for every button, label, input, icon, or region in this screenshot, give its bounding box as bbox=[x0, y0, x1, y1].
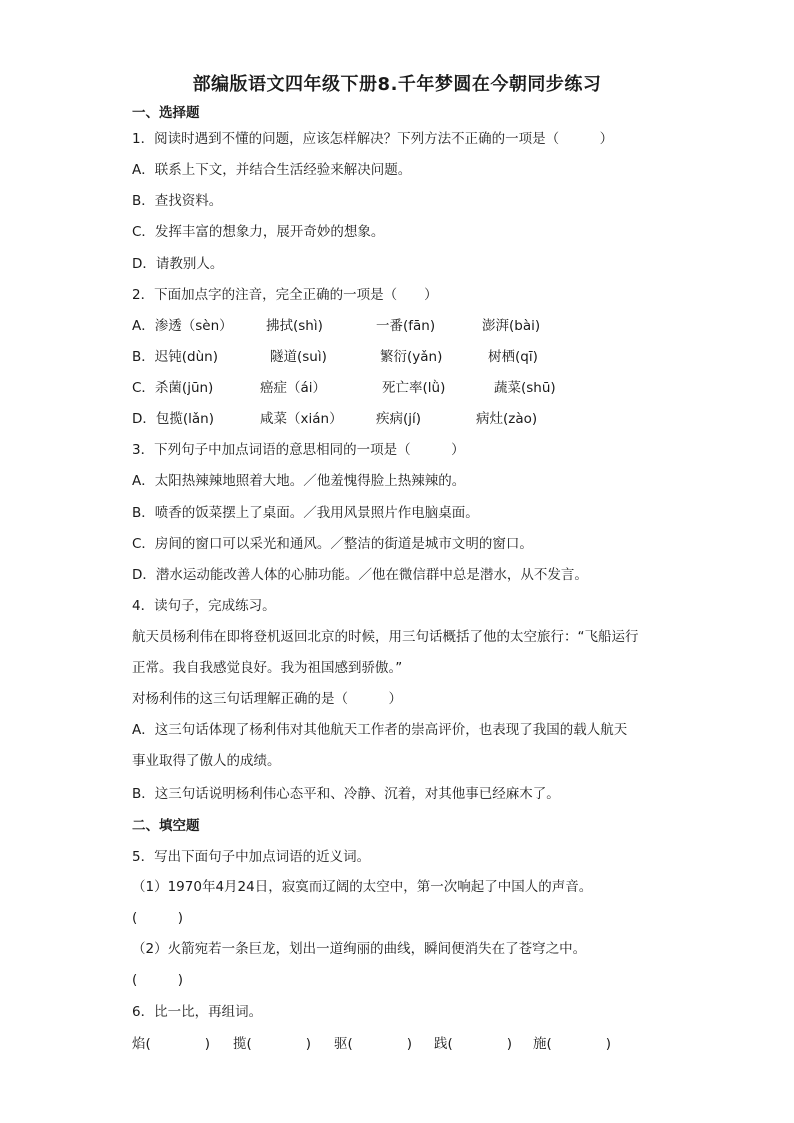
question-5-answer-blank-2: ( ) bbox=[132, 972, 184, 988]
question-5-sentence-1: （1）1970年4月24日，寂寞而辽阔的太空中，第一次响起了中国人的声音。 bbox=[132, 879, 593, 895]
question-3-option-d: D．潜水运动能改善人体的心肺功能。／他在微信群中总是潜水，从不发言。 bbox=[132, 567, 588, 583]
question-3-option-c: C．房间的窗口可以采光和通风。／整洁的街道是城市文明的窗口。 bbox=[132, 536, 533, 552]
question-2-row-c-item-3: 死亡率(lǜ) bbox=[382, 380, 446, 396]
question-6-item-1: 焰( ) bbox=[132, 1036, 211, 1052]
question-1-option-a: A．联系上下文，并结合生活经验来解决问题。 bbox=[132, 162, 412, 178]
question-2-row-c-item-4: 蔬菜(shū) bbox=[494, 380, 556, 396]
section-heading-choice: 一、选择题 bbox=[132, 105, 200, 121]
section-heading-fill: 二、填空题 bbox=[132, 818, 200, 834]
question-2-row-c-item-2: 癌症（ái） bbox=[260, 380, 327, 396]
question-2-row-b-item-2: 隧道(suì) bbox=[270, 349, 327, 365]
question-6-item-2: 揽( ) bbox=[233, 1036, 312, 1052]
page-title: 部编版语文四年级下册8.千年梦圆在今朝同步练习 bbox=[192, 74, 602, 95]
question-4-stem: 4．读句子，完成练习。 bbox=[132, 598, 276, 614]
question-4-option-a-line-1: A．这三句话体现了杨利伟对其他航天工作者的崇高评价，也表现了我国的载人航天 bbox=[132, 722, 628, 738]
question-6-item-3: 驱( ) bbox=[334, 1036, 413, 1052]
question-2-row-a-item-2: 拂拭(shì) bbox=[266, 318, 323, 334]
question-1-option-c: C．发挥丰富的想象力，展开奇妙的想象。 bbox=[132, 224, 385, 240]
question-2-row-d-item-3: 疾病(jí) bbox=[376, 411, 422, 427]
question-2-row-a-item-1: A．渗透（sèn） bbox=[132, 318, 233, 334]
question-4-passage-line-2: 正常。我自我感觉良好。我为祖国感到骄傲。” bbox=[132, 660, 403, 676]
question-4-option-a-line-2: 事业取得了傲人的成绩。 bbox=[132, 753, 281, 769]
question-6-stem: 6．比一比，再组词。 bbox=[132, 1004, 263, 1020]
question-1-stem: 1．阅读时遇到不懂的问题，应该怎样解决？下列方法不正确的一项是（ ） bbox=[132, 131, 614, 147]
question-2-row-d-item-2: 咸菜（xián） bbox=[260, 411, 343, 427]
question-2-row-c-item-1: C．杀菌(jūn) bbox=[132, 380, 214, 396]
question-1-option-b: B．查找资料。 bbox=[132, 193, 223, 209]
question-1-option-d: D．请教别人。 bbox=[132, 256, 224, 272]
question-2-row-d-item-4: 病灶(zào) bbox=[476, 411, 538, 427]
question-6-item-4: 践( ) bbox=[434, 1036, 513, 1052]
question-2-stem: 2．下面加点字的注音，完全正确的一项是（ ） bbox=[132, 287, 438, 303]
question-2-row-a-item-4: 澎湃(bài) bbox=[482, 318, 541, 334]
question-4-passage-line-1: 航天员杨利伟在即将登机返回北京的时候，用三句话概括了他的太空旅行：“飞船运行 bbox=[132, 629, 639, 645]
question-4-ask: 对杨利伟的这三句话理解正确的是（ ） bbox=[132, 691, 402, 707]
question-2-row-b-item-3: 繁衍(yǎn) bbox=[380, 349, 443, 365]
question-2-row-d-item-1: D．包揽(lǎn) bbox=[132, 411, 215, 427]
question-2-row-a-item-3: 一番(fān) bbox=[376, 318, 436, 334]
question-4-option-b: B．这三句话说明杨利伟心态平和、冷静、沉着，对其他事已经麻木了。 bbox=[132, 786, 560, 802]
question-3-option-a: A．太阳热辣辣地照着大地。／他羞愧得脸上热辣辣的。 bbox=[132, 473, 466, 489]
question-5-stem: 5．写出下面句子中加点词语的近义词。 bbox=[132, 849, 371, 865]
question-6-item-5: 施( ) bbox=[533, 1036, 612, 1052]
question-2-row-b-item-4: 树栖(qī) bbox=[488, 349, 538, 365]
question-3-option-b: B．喷香的饭菜摆上了桌面。／我用风景照片作电脑桌面。 bbox=[132, 505, 479, 521]
question-2-row-b-item-1: B．迟钝(dùn) bbox=[132, 349, 218, 365]
question-5-answer-blank-1: ( ) bbox=[132, 910, 184, 926]
question-3-stem: 3．下列句子中加点词语的意思相同的一项是（ ） bbox=[132, 442, 465, 458]
question-5-sentence-2: （2）火箭宛若一条巨龙，划出一道绚丽的曲线，瞬间便消失在了苍穹之中。 bbox=[132, 941, 587, 957]
